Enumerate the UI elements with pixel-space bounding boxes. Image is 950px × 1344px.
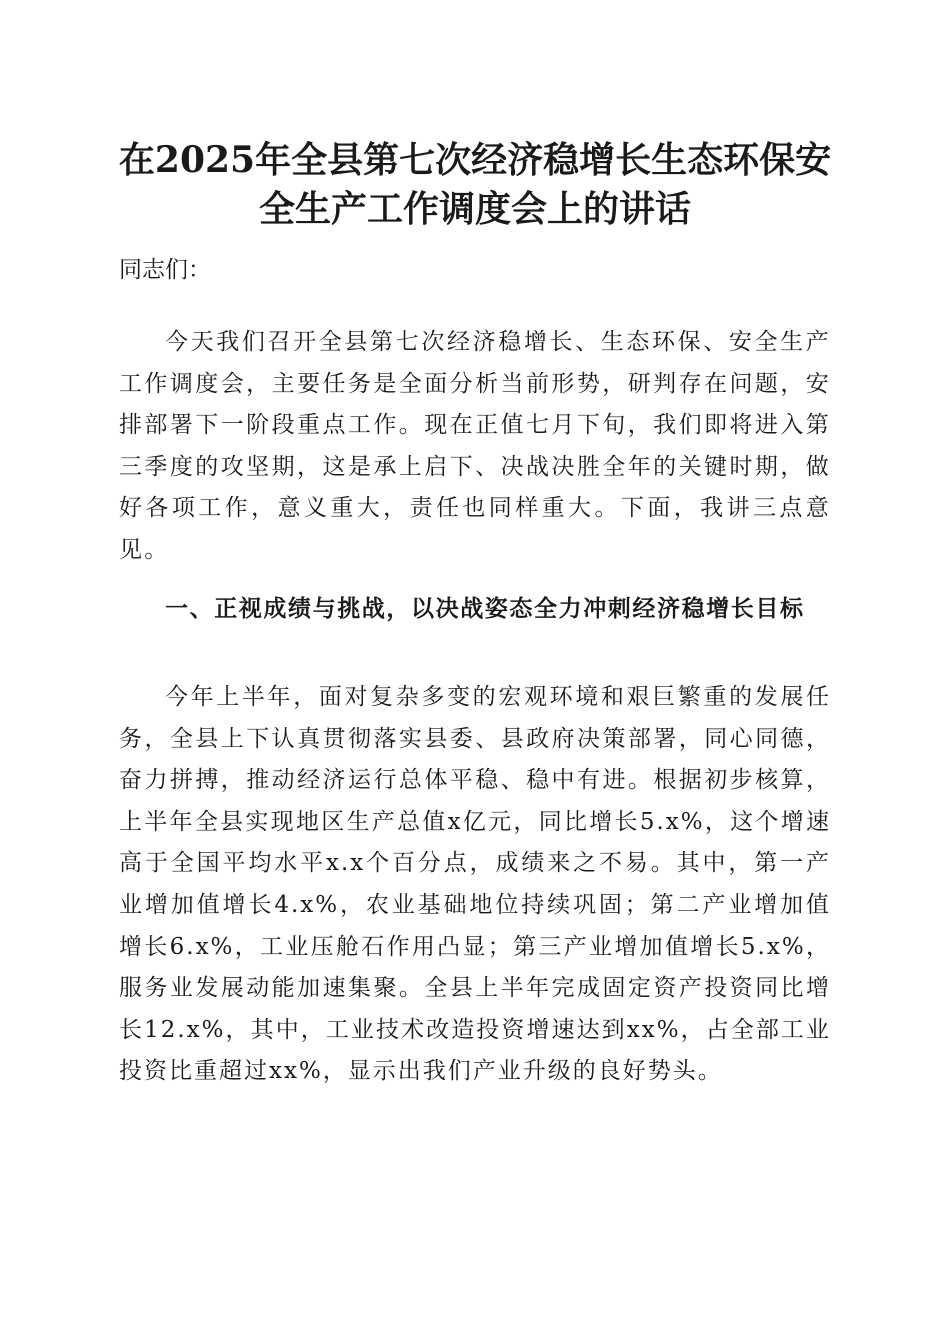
opening-paragraph: 今天我们召开全县第七次经济稳增长、生态环保、安全生产工作调度会，主要任务是全面分析当前形势，研判存在问题，安排部署下一阶段重点工作。现在正值七月下旬，我们即将进入第三季度的攻坚期，这是承上启下、决战决胜全年的关键时期，做好各项工作，意义重大，责任也同样重大。下面，我讲三点意见。 <box>119 329 831 563</box>
salutation: 同志们： <box>119 257 211 283</box>
section-1-paragraph: 今年上半年，面对复杂多变的宏观环境和艰巨繁重的发展任务，全县上下认真贯彻落实县委、县政府决策部署，同心同德，奋力拼搏，推动经济运行总体平稳、稳中有进。根据初步核算，上半年全县实现地区生产总值x亿元，同比增长5.x%，这个增速高于全国平均水平x.x个百分点，成绩来之不易。其中，第一产业增加值增长4.x%，农业基础地位持续巩固；第二产业增加值增长6.x%，工业压舱石作用凸显；第三产业增加值增长5.x%，服务业发展动能加速集聚。全县上半年完成固定资产投资同比增长12.x%，其中，工业技术改造投资增速达到xx%，占全部工业投资比重超过xx%，显示出我们产业升级的良好势头。 <box>119 684 831 1085</box>
section-heading-1: 一、正视成绩与挑战，以决战姿态全力冲刺经济稳增长目标 <box>165 596 805 622</box>
document-title-line-2: 全生产工作调度会上的讲话 <box>258 188 691 230</box>
document-title-line-1: 在2025年全县第七次经济稳增长生态环保安 <box>118 139 832 181</box>
